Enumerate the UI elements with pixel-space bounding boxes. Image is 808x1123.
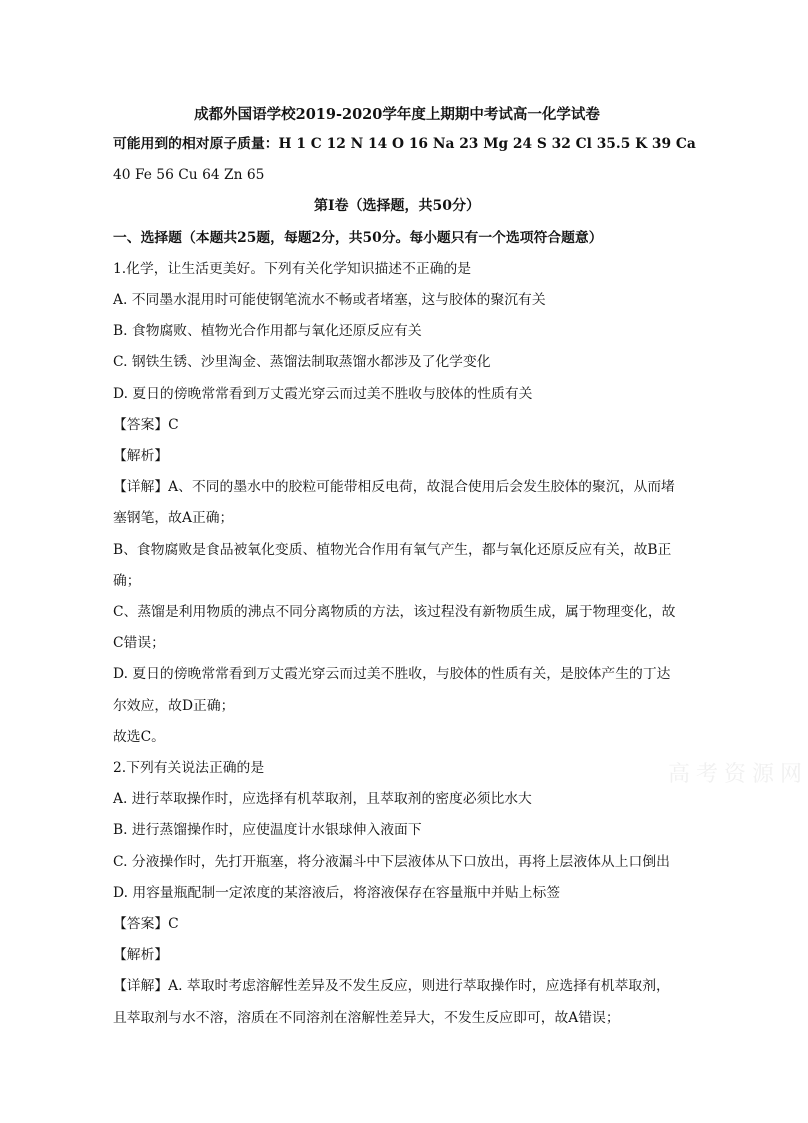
q1-detail-line: C、蒸馏是利用物质的沸点不同分离物质的方法，该过程没有新物质生成，属于物理变化，故 <box>113 604 676 620</box>
q2-option-d: D. 用容量瓶配制一定浓度的某溶液后，将溶液保存在容量瓶中并贴上标签 <box>113 885 561 901</box>
q1-option-d: D. 夏日的傍晚常常看到万丈霞光穿云而过美不胜收与胶体的性质有关 <box>113 386 533 402</box>
atomic-mass-line-2: 40 Fe 56 Cu 64 Zn 65 <box>113 167 265 183</box>
q1-detail-line: 尔效应，故D正确； <box>113 698 235 714</box>
q1-detail-line: 【详解】A、不同的墨水中的胶粒可能带相反电荷，故混合使用后会发生胶体的聚沉，从而堵 <box>113 479 675 495</box>
q2-analysis-label: 【解析】 <box>113 947 169 963</box>
q2-detail-line: 且萃取剂与水不溶，溶质在不同溶剂在溶解性差异大，不发生反应即可，故A错误； <box>113 1010 620 1026</box>
q1-option-b: B. 食物腐败、植物光合作用都与氧化还原反应有关 <box>113 323 422 339</box>
exam-title: 成都外国语学校2019-2020学年度上期期中考试高一化学试卷 <box>194 106 600 123</box>
q1-detail-line: 确； <box>113 573 141 589</box>
q2-option-c: C. 分液操作时，先打开瓶塞，将分液漏斗中下层液体从下口放出，再将上层液体从上口倒出 <box>113 854 670 870</box>
q1-stem: 1.化学，让生活更美好。下列有关化学知识描述不正确的是 <box>113 261 472 277</box>
q1-option-c: C. 钢铁生锈、沙里淘金、蒸馏法制取蒸馏水都涉及了化学变化 <box>113 354 491 370</box>
watermark: 高考资源网 <box>668 762 808 787</box>
q2-answer: 【答案】C <box>113 916 179 932</box>
q1-option-a: A. 不同墨水混用时可能使钢笔流水不畅或者堵塞，这与胶体的聚沉有关 <box>113 292 546 308</box>
q2-option-a: A. 进行萃取操作时，应选择有机萃取剂，且萃取剂的密度必须比水大 <box>113 791 532 807</box>
q1-answer: 【答案】C <box>113 417 179 433</box>
q2-stem: 2.下列有关说法正确的是 <box>113 760 265 776</box>
q2-detail-line: 【详解】A. 萃取时考虑溶解性差异及不发生反应，则进行萃取操作时，应选择有机萃取剂， <box>113 978 670 994</box>
q1-detail-line: B、食物腐败是食品被氧化变质、植物光合作用有氧气产生，都与氧化还原反应有关，故B正 <box>113 542 672 558</box>
q1-analysis-label: 【解析】 <box>113 448 169 464</box>
section-title: 第Ⅰ卷（选择题，共50分） <box>313 198 481 214</box>
atomic-mass-line-1: 可能用到的相对原子质量：H 1 C 12 N 14 O 16 Na 23 Mg 24 S 32 Cl 35.5 K 39 Ca <box>113 136 696 152</box>
q1-conclusion: 故选C。 <box>113 729 165 745</box>
q1-detail-line: D. 夏日的傍晚常常看到万丈霞光穿云而过美不胜收，与胶体的性质有关，是胶体产生的丁达 <box>113 666 671 682</box>
q1-detail-line: 塞钢笔，故A正确； <box>113 510 234 526</box>
q2-option-b: B. 进行蒸馏操作时，应使温度计水银球伸入液面下 <box>113 822 422 838</box>
part-heading: 一、选择题（本题共25题，每题2分，共50分。每小题只有一个选项符合题意） <box>113 230 603 246</box>
q1-detail-line: C错误； <box>113 635 165 651</box>
